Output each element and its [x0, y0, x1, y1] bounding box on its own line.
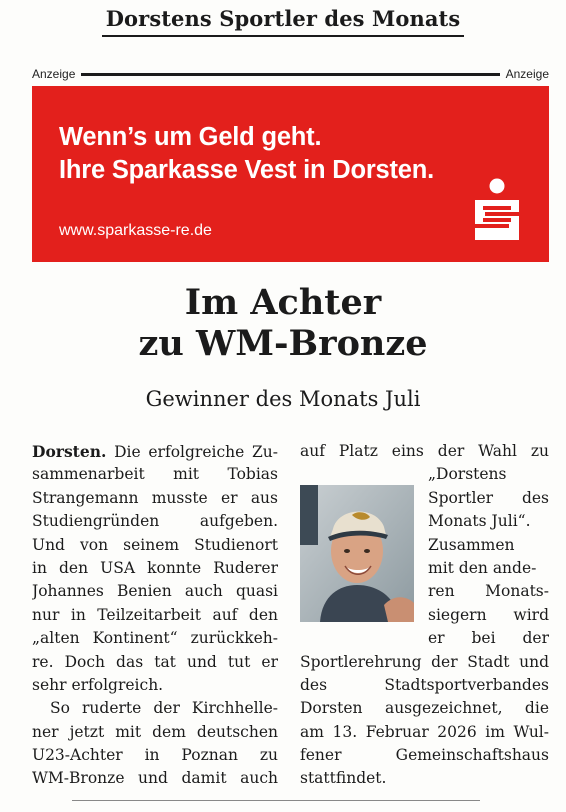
body-line: Und von seinem Studienort — [32, 535, 278, 554]
body-line: nur in Teilzeitarbeit auf den — [32, 605, 278, 624]
section-title: Dorstens Sportler des Monats — [102, 6, 465, 37]
body-line: Sportler des — [428, 488, 549, 507]
body-line: er bei der — [428, 629, 549, 648]
sparkasse-s-icon — [471, 178, 523, 244]
body-line: ren Monats- — [428, 582, 549, 601]
article-headline — [0, 282, 566, 364]
body-line: Studiengründen aufgeben. — [32, 512, 278, 531]
body-line: Dorsten. Die erfolgreiche Zu- — [32, 442, 278, 461]
dateline: Dorsten. — [32, 442, 107, 461]
ad-label-right: Anzeige — [505, 67, 549, 81]
ad-label-row — [32, 66, 549, 82]
body-line: U23-Achter in Poznan zu — [32, 746, 278, 765]
body-line: Strangemann musste er aus — [32, 488, 278, 507]
body-line: in den USA konnte Ruderer — [32, 558, 278, 577]
body-line: „alten Kontinent“ zurückkeh- — [32, 629, 278, 648]
body-line: re. Doch das tat und tut er — [32, 652, 278, 671]
portrait-photo — [300, 485, 414, 622]
body-line: Johannes Benien auch quasi — [32, 582, 278, 601]
body-line: fener Gemeinschaftshaus — [300, 746, 549, 765]
headline-line2: zu WM-Bronze — [138, 323, 428, 364]
page-header — [0, 6, 566, 37]
article-column-1 — [32, 440, 278, 791]
body-line: siegern wird — [428, 605, 549, 624]
body-line: Sportlerehrung der Stadt und — [300, 652, 549, 671]
body-line: des Stadtsportverbandes — [300, 675, 549, 694]
body-line: Zusammen — [428, 535, 515, 554]
body-line: stattfindet. — [300, 769, 387, 788]
body-line: auf Platz eins der Wahl zu — [300, 442, 549, 460]
body-line: So ruderte der Kirchhelle- — [50, 699, 278, 718]
ad-slogan-line1: Wenn’s um Geld geht. — [59, 123, 322, 151]
body-line: Monats Juli“. — [428, 512, 531, 531]
body-line: WM-Bronze und damit auch — [32, 769, 278, 788]
body-line: mit den ande- — [428, 558, 537, 577]
body-line: ner jetzt mit dem deutschen — [32, 722, 278, 741]
sparkasse-ad-banner[interactable] — [32, 86, 549, 262]
ad-label-left: Anzeige — [32, 67, 76, 81]
body-line: „Dorstens — [428, 465, 507, 484]
body-line: am 13. Februar 2026 im Wul- — [300, 722, 549, 741]
body-line: Dorsten ausgezeichnet, die — [300, 699, 549, 718]
ad-url-link[interactable]: www.sparkasse-re.de — [59, 222, 212, 239]
body-line: sammenarbeit mit Tobias — [32, 465, 278, 484]
headline-line1: Im Achter — [184, 282, 382, 323]
body-line: sehr erfolgreich. — [32, 675, 164, 694]
ad-slogan-line2: Ihre Sparkasse Vest in Dorsten. — [59, 156, 435, 184]
article-subheadline: Gewinner des Monats Juli — [145, 387, 421, 411]
bottom-divider — [72, 800, 480, 801]
ad-divider — [81, 73, 499, 76]
